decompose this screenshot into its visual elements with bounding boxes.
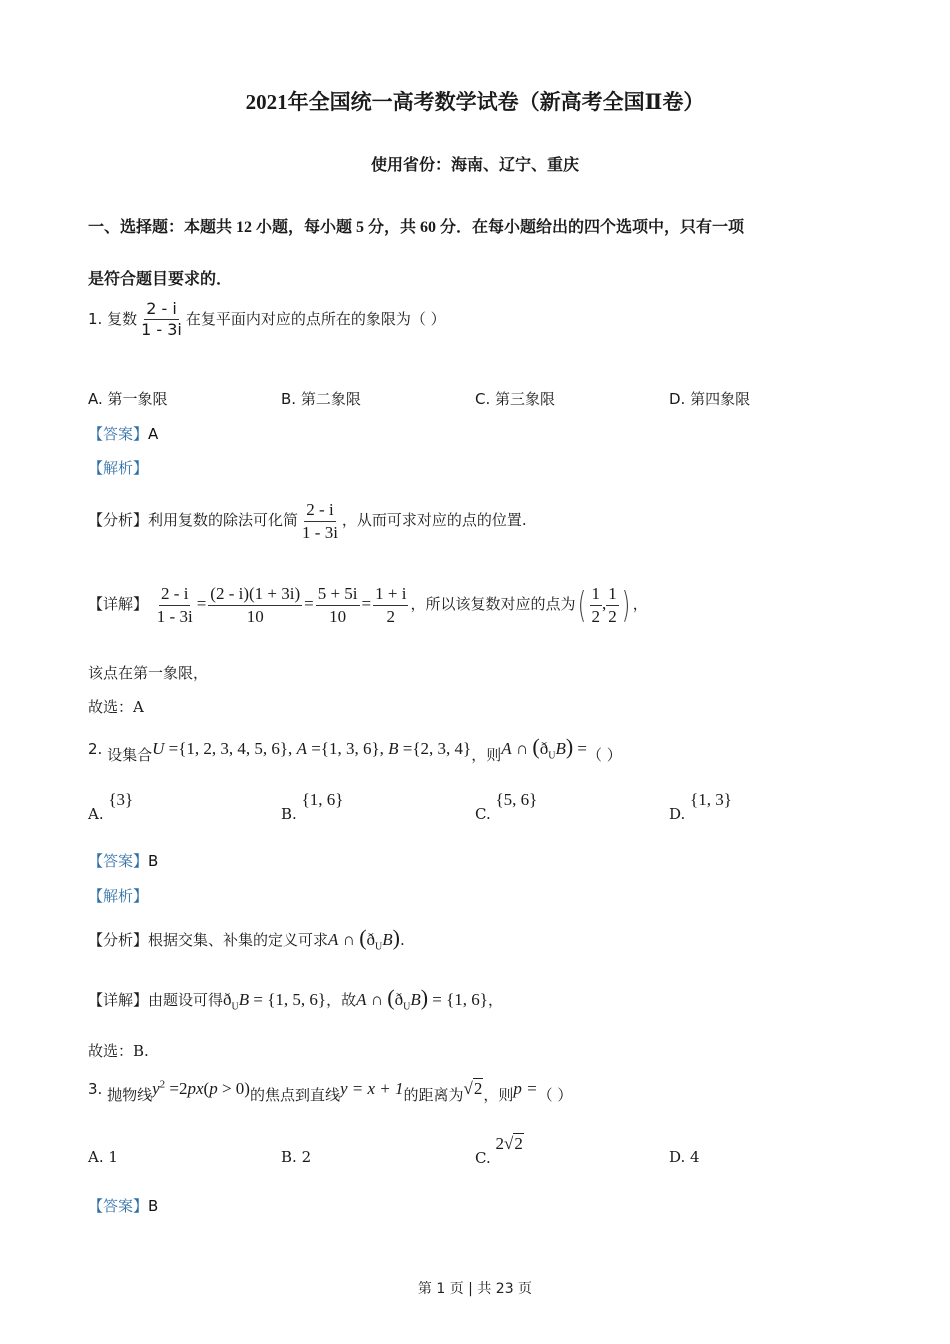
page-footer: 第 1 页 | 共 23 页 [417, 1281, 533, 1297]
question-number: 3. [88, 1080, 103, 1098]
fraction: $\frac{2 - i}{1 - 3i}$ [156, 584, 193, 626]
answer-value: A [148, 425, 159, 443]
option-d: D. 4 [669, 1148, 700, 1166]
detail-line: 【详解】 $\frac{2 - i}{1 - 3i}$ = $\frac{(2 - i)(1 + 3i)}{10}$ = $\frac{5 + 5i}{10}$ = $\frac{1 + i}{2}$ ，所以该复数对应的点为( $\frac{1}{2}$ , $\frac{1}{2}$ ) ， [88, 584, 648, 626]
option-c: C. 第三象限 [475, 390, 556, 408]
option-b: B. 2 [281, 1148, 312, 1166]
answer-value: B [148, 1197, 159, 1215]
analysis-line: 【分析】根据交集、补集的定义可求A ∩ $(ð_UB)$. [88, 925, 405, 953]
fraction: $\frac{1 + i}{2}$ [375, 584, 407, 626]
fraction: $\frac{2 - i}{1 - 3i}$ [141, 299, 182, 340]
question-1 [88, 300, 446, 340]
detail-line: 【详解】由题设可得$ð_UB = \{1$, 5, 6}，故A ∩ $(ð_UB) = \{1$, 6}， [88, 985, 503, 1013]
question-text: 复数 [107, 309, 138, 328]
page-subtitle: 使用省份：海南、辽宁、重庆 [370, 157, 579, 174]
question-3: 3. 抛物线$y^2 =2px(p > 0)$的焦点到直线y = x + 1的距离为√2，则p =（ ） [88, 1078, 573, 1104]
choice-text: 故选：B. [88, 1042, 149, 1060]
answer-line [88, 423, 158, 444]
set-definitions: U ={1, 2, 3, 4, 5, 6}, A ={1, 3, 6}, B ={2, 3, 4} [152, 739, 472, 758]
analysis-header: 【解析】 [88, 887, 149, 905]
question-2: 2. 设集合U ={1, 2, 3, 4, 5, 6}, A ={1, 3, 6}, B ={2, 3, 4}，则A ∩ $(ð_UB)$ =（ ） [88, 734, 622, 764]
answer-value: B [148, 852, 159, 870]
fraction: $\frac{5 + 5i}{10}$ [317, 584, 358, 626]
section-heading-line1: 一、选择题：本题共 12 小题，每小题 5 分，共 60 分．在每小题给出的四个选项中，只有一项 [88, 219, 745, 236]
analysis-line: 【分析】利用复数的除法可化简 $\frac{2 - i}{1 - 3i}$ ，从而可求对应的点的位置. [88, 500, 527, 542]
conclusion-text: 该点在第一象限， [88, 664, 209, 682]
answer-label: 【答案】 [88, 425, 149, 443]
fraction: $\frac{1}{2}$ [608, 584, 617, 626]
option-c: C. 2√2 [475, 1134, 523, 1167]
choice-text: 故选：A [88, 698, 144, 716]
fraction: $\frac{(2 - i)(1 + 3i)}{10}$ [210, 584, 301, 626]
option-a: A. 1 [88, 1148, 118, 1166]
page-title: 2021年全国统一高考数学试卷（新高考全国Ⅱ卷） [245, 90, 705, 114]
answer-line: 【答案】B [88, 852, 159, 870]
option-d: D. {1, 3} [669, 790, 732, 823]
option-c: C. {5, 6} [475, 790, 538, 823]
option-b: B. {1, 6} [281, 790, 344, 823]
question-number: 2. [88, 740, 103, 758]
fraction: $\frac{1}{2}$ [591, 584, 600, 626]
answer-line: 【答案】B [88, 1197, 159, 1215]
option-b: B. 第二象限 [281, 390, 361, 408]
sqrt: √2 [463, 1079, 483, 1098]
section-heading-line2: 是符合题目要求的． [88, 271, 233, 288]
question-number: 1. [88, 309, 103, 328]
question-text: 在复平面内对应的点所在的象限为（ ） [185, 309, 446, 328]
option-a: A. 第一象限 [88, 390, 168, 408]
option-a: A. {3} [88, 790, 134, 823]
option-d: D. 第四象限 [669, 390, 751, 408]
analysis-header: 【解析】 [88, 459, 149, 477]
fraction: $\frac{2 - i}{1 - 3i}$ [302, 500, 338, 542]
